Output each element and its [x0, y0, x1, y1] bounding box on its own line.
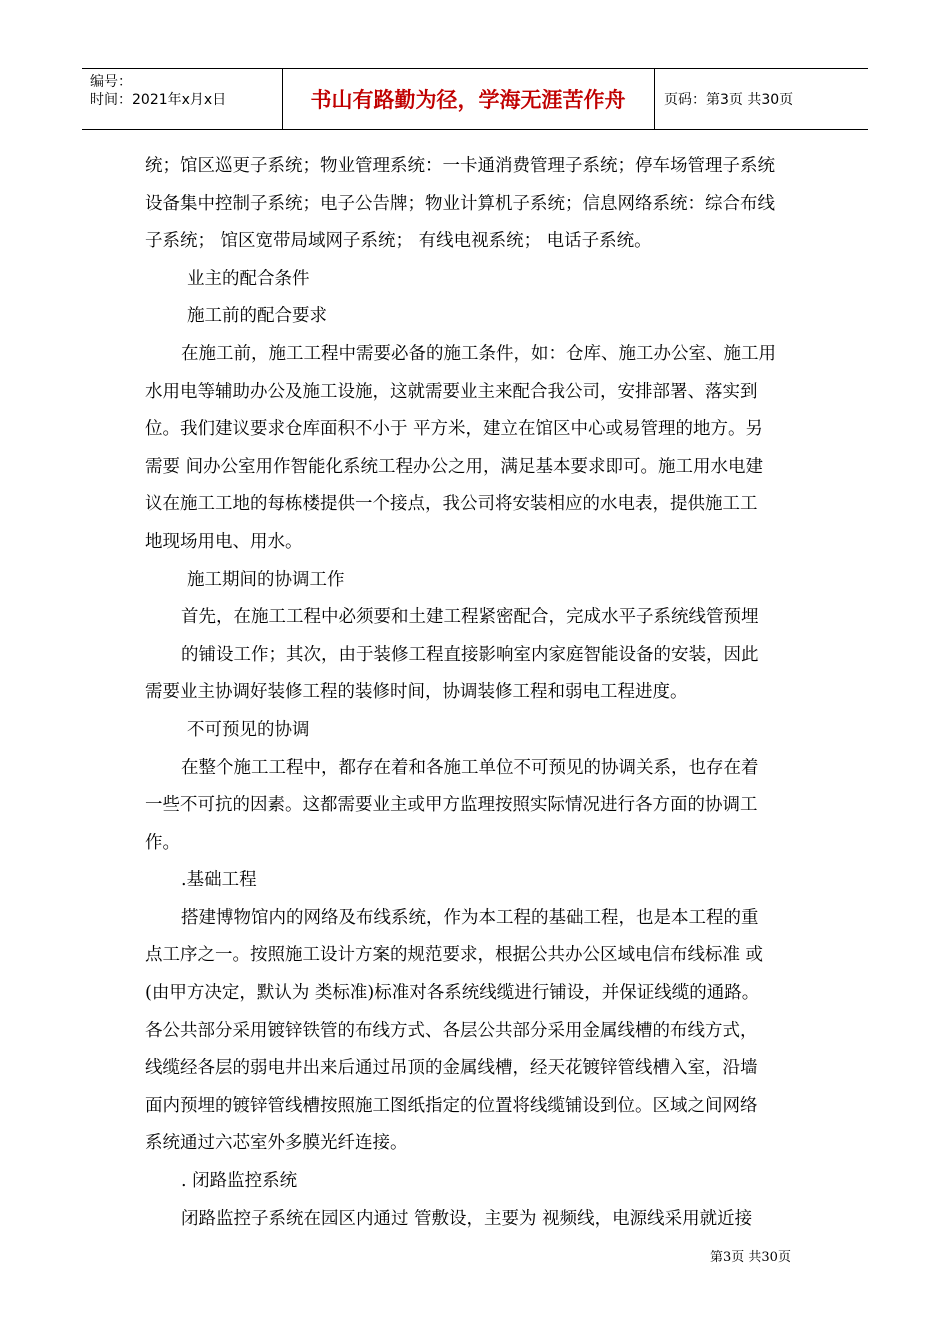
body-text-line: 首先，在施工工程中必须要和土建工程紧密配合，完成水平子系统线管预埋	[181, 607, 759, 628]
page-header	[82, 68, 868, 130]
body-text-line: 位。我们建议要求仓库面积不小于 平方米，建立在馆区中心或易管理的地方。另	[145, 419, 764, 440]
body-text-line: 闭路监控子系统在园区内通过 管敷设，主要为 视频线，电源线采用就近接	[181, 1208, 753, 1229]
body-text-line: 子系统； 馆区宽带局域网子系统； 有线电视系统； 电话子系统。	[145, 231, 652, 252]
body-text-line: 地现场用电、用水。	[145, 531, 303, 552]
header-meta	[90, 73, 226, 109]
body-text-line: 线缆经各层的弱电井出来后通过吊顶的金属线槽，经天花镀锌管线槽入室，沿墙	[145, 1058, 758, 1079]
body-text-line: . 闭路监控系统	[181, 1171, 298, 1192]
body-text-line: 系统通过六芯室外多膜光纤连接。	[145, 1133, 408, 1154]
body-text-line: 不可预见的协调	[187, 719, 310, 740]
body-text-line: 统；馆区巡更子系统；物业管理系统：一卡通消费管理子系统；停车场管理子系统	[145, 156, 775, 176]
body-text-line: 各公共部分采用镀锌铁管的布线方式、各层公共部分采用金属线槽的布线方式，	[145, 1020, 758, 1041]
body-text-line: 施工前的配合要求	[187, 306, 327, 327]
footer-page-number: 第3页 共30页	[710, 1250, 791, 1265]
body-text-line: 一些不可抗的因素。这都需要业主或甲方监理按照实际情况进行各方面的协调工	[145, 795, 758, 816]
document-number-label: 编号：	[90, 74, 132, 90]
header-page-number: 页码：第3页 共30页	[664, 92, 794, 108]
body-text-line: 业主的配合条件	[187, 268, 310, 289]
body-text-line: 作。	[145, 832, 180, 853]
body-text-line: (由甲方决定，默认为 类标准)标准对各系统线缆进行铺设，并保证线缆的通路。	[145, 983, 760, 1004]
body-text-line: 需要业主协调好装修工程的装修时间，协调装修工程和弱电工程进度。	[145, 682, 688, 703]
body-text-line: 设备集中控制子系统；电子公告牌；物业计算机子系统；信息网络系统：综合布线	[145, 193, 775, 214]
body-text-line: 施工期间的协调工作	[187, 569, 345, 590]
body-text-line: 在施工前，施工工程中需要必备的施工条件，如：仓库、施工办公室、施工用	[181, 343, 776, 364]
header-motto: 书山有路勤为径，学海无涯苦作舟	[310, 88, 626, 112]
body-text-line: 搭建博物馆内的网络及布线系统，作为本工程的基础工程，也是本工程的重	[181, 907, 759, 928]
body-text-line: 议在施工工地的每栋楼提供一个接点，我公司将安装相应的水电表，提供施工工	[145, 494, 758, 515]
body-text-line: 在整个施工工程中，都存在着和各施工单位不可预见的协调关系，也存在着	[181, 757, 759, 778]
header-divider	[654, 69, 655, 129]
body-text-line: 面内预埋的镀锌管线槽按照施工图纸指定的位置将线缆铺设到位。区域之间网络	[145, 1095, 758, 1116]
body-text-line: 水用电等辅助办公及施工设施，这就需要业主来配合我公司，安排部署、落实到	[145, 381, 758, 402]
body-text-line: 点工序之一。按照施工设计方案的规范要求，根据公共办公区域电信布线标准 或	[145, 945, 764, 966]
body-text-line: .基础工程	[181, 870, 257, 891]
body-text-line: 需要 间办公室用作智能化系统工程办公之用，满足基本要求即可。施工用水电建	[145, 456, 764, 477]
document-date: 时间：2021年x月x日	[90, 92, 227, 108]
document-body	[145, 148, 810, 1238]
body-text-line: 的铺设工作；其次，由于装修工程直接影响室内家庭智能设备的安装，因此	[181, 644, 759, 665]
